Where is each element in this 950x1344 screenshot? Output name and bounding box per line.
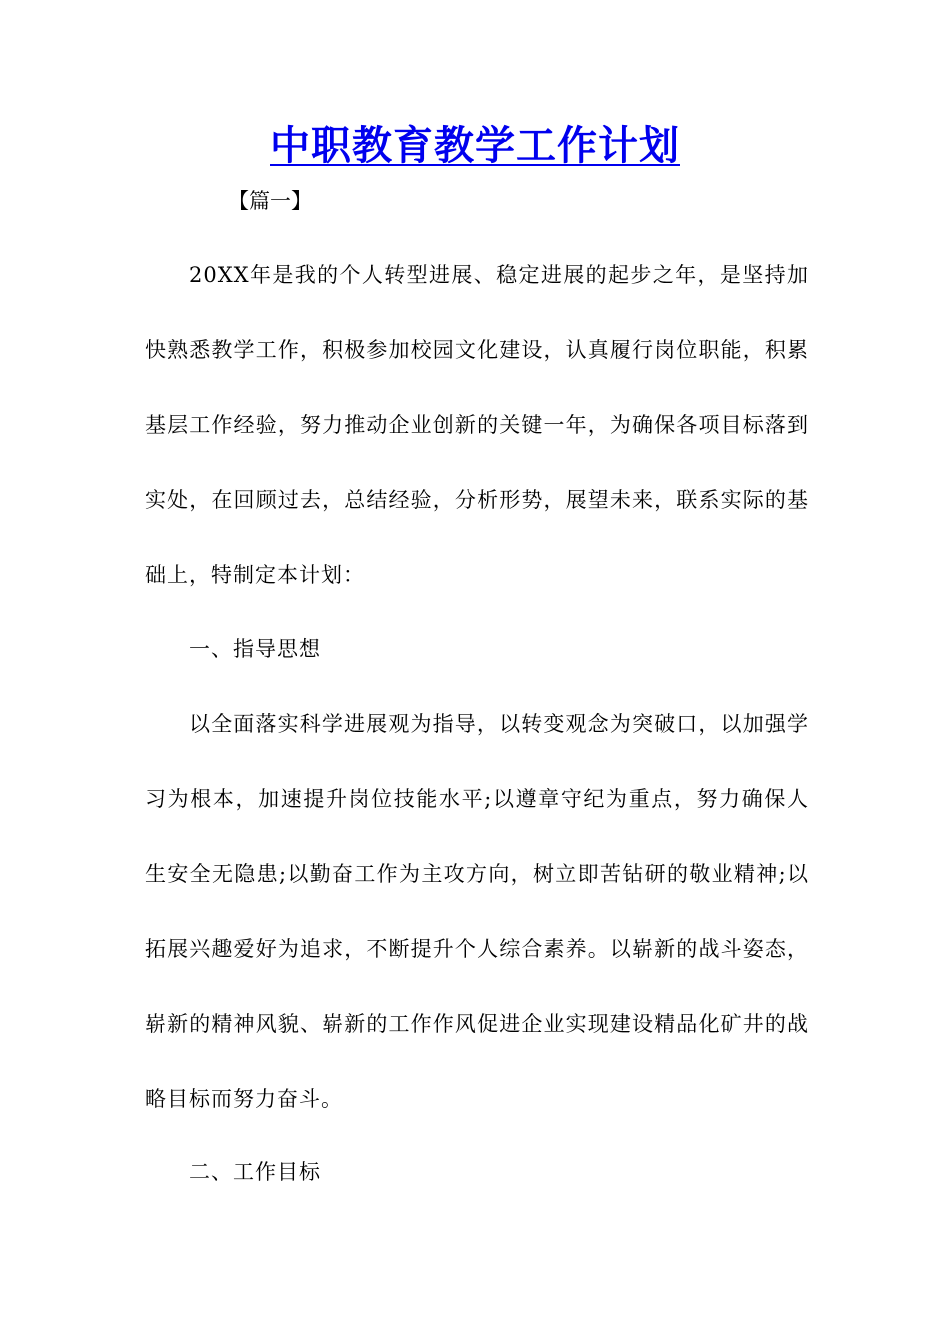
heading-guiding-thought: 一、指导思想 (189, 637, 321, 661)
heading-work-goals: 二、工作目标 (189, 1160, 321, 1184)
section-tag: 【篇一】 (228, 189, 312, 213)
intro-paragraph: 20XX年是我的个人转型进展、稳定进展的起步之年，是坚持加快熟悉教学工作，积极参加校园文化建设，认真履行岗位职能，积累基层工作经验，努力推动企业创新的关键一年，为确保各项目标落到实处，在回顾过去，总结经验，分析形势，展望未来，联系实际的基础上，特制定本计划： (145, 263, 809, 587)
document-title[interactable]: 中职教育教学工作计划 (270, 122, 680, 169)
guiding-thought-paragraph: 以全面落实科学进展观为指导，以转变观念为突破口，以加强学习为根本，加速提升岗位技能水平;以遵章守纪为重点，努力确保人生安全无隐患;以勤奋工作为主攻方向，树立即苦钻研的敬业精神;以拓展兴趣爱好为追求，不断提升个人综合素养。以崭新的战斗姿态，崭新的精神风貌、崭新的工作作风促进企业实现建设精品化矿井的战略目标而努力奋斗。 (145, 712, 809, 1111)
